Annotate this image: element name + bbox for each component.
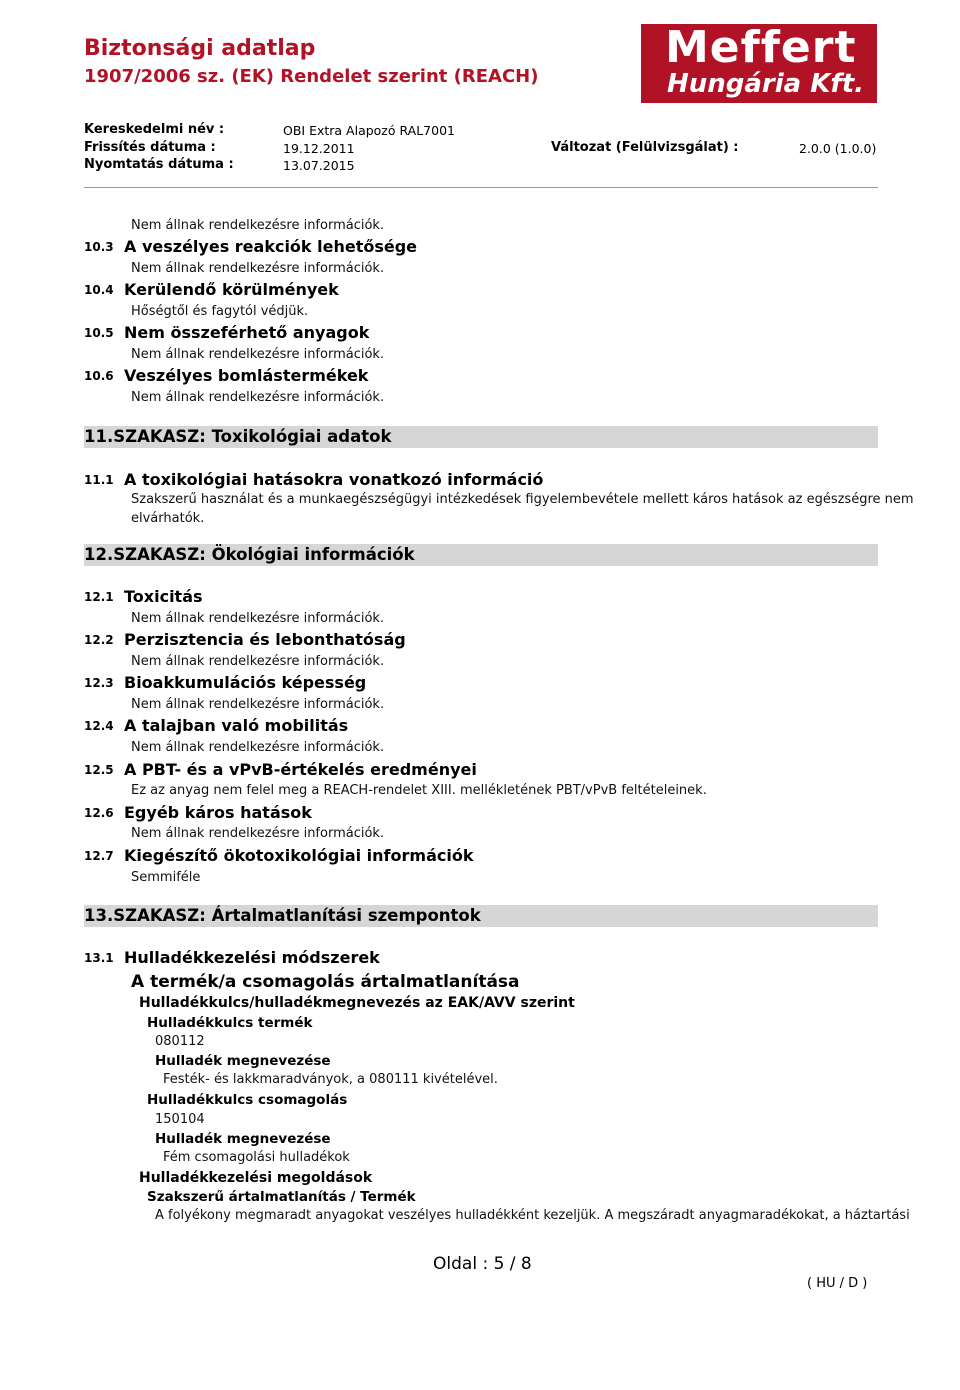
s10-4-num: 10.4 xyxy=(84,283,114,297)
pack-key-value: 150104 xyxy=(155,1112,205,1127)
s12-3-num: 12.3 xyxy=(84,676,114,690)
product-key-value: 080112 xyxy=(155,1034,205,1049)
s12-1-num: 12.1 xyxy=(84,590,114,604)
s12-2-text: Nem állnak rendelkezésre információk. xyxy=(131,654,385,669)
section-12-header xyxy=(84,544,878,566)
s12-7-num: 12.7 xyxy=(84,849,114,863)
s10-6-title: Veszélyes bomlástermékek xyxy=(124,366,369,385)
print-date-value: 13.07.2015 xyxy=(283,158,355,173)
section-13-title: 13.SZAKASZ: Ártalmatlanítási szempontok xyxy=(84,906,481,925)
ewc-heading: Hulladékkulcs/hulladékmegnevezés az EAK/AVV szerint xyxy=(139,995,575,1011)
s10-6-num: 10.6 xyxy=(84,369,114,383)
version-value: 2.0.0 (1.0.0) xyxy=(799,141,877,156)
logo-line2: Hungária Kft. xyxy=(667,69,865,99)
s12-6-text: Nem állnak rendelkezésre információk. xyxy=(131,826,385,841)
s10-5-num: 10.5 xyxy=(84,326,114,340)
s12-7-title: Kiegészítő ökotoxikológiai információk xyxy=(124,846,474,865)
s10-6-text: Nem állnak rendelkezésre információk. xyxy=(131,390,385,405)
s13-1-subtitle: A termék/a csomagolás ártalmatlanítása xyxy=(131,972,520,992)
document-subtitle: 1907/2006 sz. (EK) Rendelet szerint (REACH) xyxy=(84,66,539,87)
trade-name-label: Kereskedelmi név : xyxy=(84,122,225,137)
pack-name-value: Fém csomagolási hulladékok xyxy=(163,1150,350,1165)
language-code: ( HU / D ) xyxy=(807,1276,868,1291)
logo-line1: Meffert xyxy=(665,22,857,73)
product-name-label: Hulladék megnevezése xyxy=(155,1053,331,1069)
s10-4-title: Kerülendő körülmények xyxy=(124,280,339,299)
page-number: Oldal : 5 / 8 xyxy=(433,1254,532,1274)
s13-1-title: Hulladékkezelési módszerek xyxy=(124,948,380,967)
s10-3-num: 10.3 xyxy=(84,240,114,254)
s10-3-title: A veszélyes reakciók lehetősége xyxy=(124,237,418,256)
section-11-title: 11.SZAKASZ: Toxikológiai adatok xyxy=(84,427,392,446)
s12-5-num: 12.5 xyxy=(84,763,114,777)
solutions-heading: Hulladékkezelési megoldások xyxy=(139,1170,373,1186)
s11-1-title: A toxikológiai hatásokra vonatkozó információ xyxy=(124,470,544,489)
top-text: Nem állnak rendelkezésre információk. xyxy=(131,218,385,233)
disposal-label: Szakszerű ártalmatlanítás / Termék xyxy=(147,1189,416,1205)
s12-3-title: Bioakkumulációs képesség xyxy=(124,673,367,692)
update-date-value: 19.12.2011 xyxy=(283,141,355,156)
section-13-header xyxy=(84,905,878,927)
product-key-label: Hulladékkulcs termék xyxy=(147,1015,313,1031)
s12-4-title: A talajban való mobilitás xyxy=(124,716,349,735)
section-12-title: 12.SZAKASZ: Ökológiai információk xyxy=(84,545,415,564)
s12-6-num: 12.6 xyxy=(84,806,114,820)
s12-1-title: Toxicitás xyxy=(124,587,203,606)
product-name-value: Festék- és lakkmaradványok, a 080111 kivételével. xyxy=(163,1072,498,1087)
s11-1-text-line1: Szakszerű használat és a munkaegészségügyi intézkedések figyelembevétele mellett káros hatások az egészségre nem xyxy=(131,492,914,507)
s12-5-title: A PBT- és a vPvB-értékelés eredményei xyxy=(124,760,477,779)
update-date-label: Frissítés dátuma : xyxy=(84,140,216,155)
s12-1-text: Nem állnak rendelkezésre információk. xyxy=(131,611,385,626)
s10-4-text: Hőségtől és fagytól védjük. xyxy=(131,304,309,319)
disposal-text: A folyékony megmaradt anyagokat veszélyes hulladékként kezeljük. A megszáradt anyagmaradékokat, a háztartási xyxy=(155,1208,910,1223)
s11-1-num: 11.1 xyxy=(84,473,114,487)
s10-3-text: Nem állnak rendelkezésre információk. xyxy=(131,261,385,276)
trade-name-value: OBI Extra Alapozó RAL7001 xyxy=(283,123,455,138)
company-logo xyxy=(641,24,877,103)
s12-5-text: Ez az anyag nem felel meg a REACH-rendelet XIII. mellékletének PBT/vPvB feltételeinek. xyxy=(131,783,707,798)
version-label: Változat (Felülvizsgálat) : xyxy=(551,140,739,155)
s12-2-title: Perzisztencia és lebonthatóság xyxy=(124,630,406,649)
s12-4-num: 12.4 xyxy=(84,719,114,733)
s10-5-title: Nem összeférhető anyagok xyxy=(124,323,370,342)
print-date-label: Nyomtatás dátuma : xyxy=(84,157,234,172)
s13-1-num: 13.1 xyxy=(84,951,114,965)
pack-name-label: Hulladék megnevezése xyxy=(155,1131,331,1147)
document-title: Biztonsági adatlap xyxy=(84,36,316,61)
s12-2-num: 12.2 xyxy=(84,633,114,647)
s11-1-text-line2: elvárhatók. xyxy=(131,511,205,526)
s12-4-text: Nem állnak rendelkezésre információk. xyxy=(131,740,385,755)
s12-6-title: Egyéb káros hatások xyxy=(124,803,312,822)
s12-3-text: Nem állnak rendelkezésre információk. xyxy=(131,697,385,712)
s10-5-text: Nem állnak rendelkezésre információk. xyxy=(131,347,385,362)
s12-7-text: Semmiféle xyxy=(131,870,201,885)
pack-key-label: Hulladékkulcs csomagolás xyxy=(147,1092,348,1108)
header-divider xyxy=(84,187,878,188)
section-11-header xyxy=(84,426,878,448)
